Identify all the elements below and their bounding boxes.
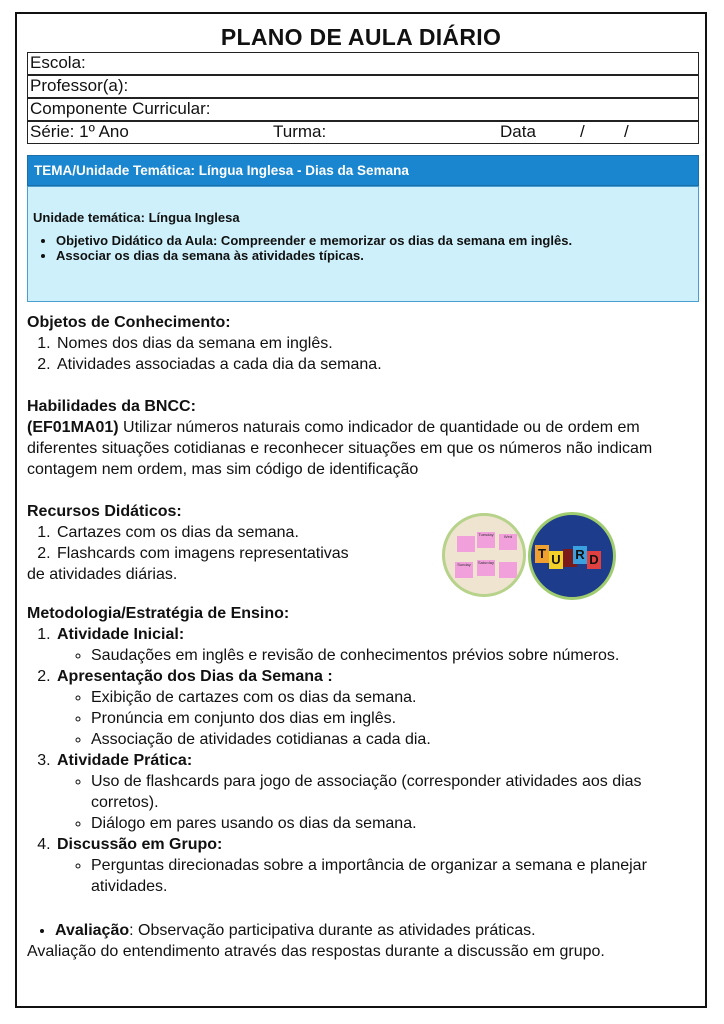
objetivos-list <box>28 233 572 263</box>
section-heading: Metodologia/Estratégia de Ensino: <box>27 605 290 622</box>
step-sublist <box>57 771 699 834</box>
unidade-tematica: Unidade temática: Língua Inglesa <box>33 210 240 225</box>
lesson-plan-page <box>15 12 707 1008</box>
avaliacao-label: Avaliação <box>55 922 130 939</box>
data-separator: / <box>624 122 629 141</box>
list-item <box>55 920 699 941</box>
list-item: ◦ Diálogo em pares usando os dias da semana. <box>91 813 699 834</box>
letter-tile: D <box>587 551 601 569</box>
list-item: ◦ Pronúncia em conjunto dos dias em inglês. <box>91 708 699 729</box>
metodologia-section <box>27 603 699 897</box>
sticky-note: Wed <box>499 534 517 550</box>
step-title: Discussão em Grupo: <box>57 836 223 853</box>
list-item: ◦ Uso de flashcards para jogo de associação (corresponder atividades aos dias corretos). <box>91 771 699 813</box>
avaliacao-continuation: Avaliação do entendimento através das respostas durante a discussão em grupo. <box>27 943 605 960</box>
list-item: 2. Atividades associadas a cada dia da semana. <box>55 354 699 375</box>
habilidades-section <box>27 396 687 480</box>
sticky-note: Saturday <box>477 560 495 576</box>
avaliacao-section <box>27 920 699 962</box>
sticky-note: Sunday <box>455 562 473 578</box>
professor-field[interactable] <box>27 75 699 98</box>
letter-tiles-image <box>528 512 616 600</box>
escola-label: Escola: <box>30 53 86 72</box>
metodologia-list <box>27 624 699 897</box>
section-heading: Recursos Didáticos: <box>27 503 182 520</box>
step-sublist <box>57 687 699 750</box>
list-item: • Objetivo Didático da Aula: Compreender e memorizar os dias da semana em inglês. <box>56 233 572 248</box>
step-item <box>55 834 699 897</box>
serie-label: Série: 1º Ano <box>30 122 129 141</box>
list-item: ◦ Perguntas direcionadas sobre a importância de organizar a semana e planejar atividades. <box>91 855 699 897</box>
sticky-notes-image <box>442 513 526 597</box>
data-separator: / <box>580 122 585 141</box>
letter-tile: R <box>573 546 587 564</box>
tema-bar: TEMA/Unidade Temática: Língua Inglesa - Dias da Semana <box>27 155 699 186</box>
list-item: 1. Cartazes com os dias da semana. <box>55 522 427 543</box>
list-item: ◦ Exibição de cartazes com os dias da semana. <box>91 687 699 708</box>
habilidade-text <box>27 417 687 480</box>
list-item: 1. Nomes dos dias da semana em inglês. <box>55 333 699 354</box>
turma-label[interactable]: Turma: <box>273 122 327 141</box>
letter-tile: U <box>549 551 563 569</box>
serie-row <box>27 121 699 144</box>
sticky-note <box>457 536 475 552</box>
componente-label: Componente Curricular: <box>30 99 211 118</box>
list-item: • Associar os dias da semana às atividades típicas. <box>56 248 572 263</box>
componente-field[interactable] <box>27 98 699 121</box>
step-item <box>55 750 699 834</box>
avaliacao-text: : Observação participativa durante as atividades práticas. <box>129 922 536 939</box>
professor-label: Professor(a): <box>30 76 129 95</box>
step-title: Atividade Prática: <box>57 752 193 769</box>
list-item: ◦ Saudações em inglês e revisão de conhecimentos prévios sobre números. <box>91 645 699 666</box>
section-heading: Objetos de Conhecimento: <box>27 314 231 331</box>
tema-box <box>27 186 699 302</box>
step-title: Apresentação dos Dias da Semana : <box>57 668 333 685</box>
letter-tile: T <box>535 545 549 563</box>
habilidade-description: Utilizar números naturais como indicador de quantidade ou de ordem em diferentes situações cotidianas e reconhecer situações em que os números não indicam contagem nem ordem, mas sim código de identificação <box>27 419 653 478</box>
bncc-code: (EF01MA01) <box>27 419 119 436</box>
step-item <box>55 624 699 666</box>
recursos-images <box>442 512 617 604</box>
recursos-list <box>27 522 427 564</box>
list-item: ◦ Associação de atividades cotidianas a cada dia. <box>91 729 699 750</box>
step-title: Atividade Inicial: <box>57 626 185 643</box>
avaliacao-list <box>27 920 699 941</box>
objetos-list <box>27 333 699 375</box>
list-item: 2. Flashcards com imagens representativas <box>55 543 427 564</box>
objetos-section <box>27 312 699 375</box>
data-label[interactable]: Data <box>500 122 536 141</box>
recursos-continuation: de atividades diárias. <box>27 566 178 583</box>
section-heading: Habilidades da BNCC: <box>27 398 196 415</box>
escola-field[interactable] <box>27 52 699 75</box>
step-sublist <box>57 855 699 897</box>
step-sublist <box>57 645 699 666</box>
page-title: PLANO DE AULA DIÁRIO <box>220 24 502 50</box>
recursos-section <box>27 501 427 585</box>
sticky-note <box>499 562 517 578</box>
step-item <box>55 666 699 750</box>
sticky-note: Tuesday <box>477 532 495 548</box>
